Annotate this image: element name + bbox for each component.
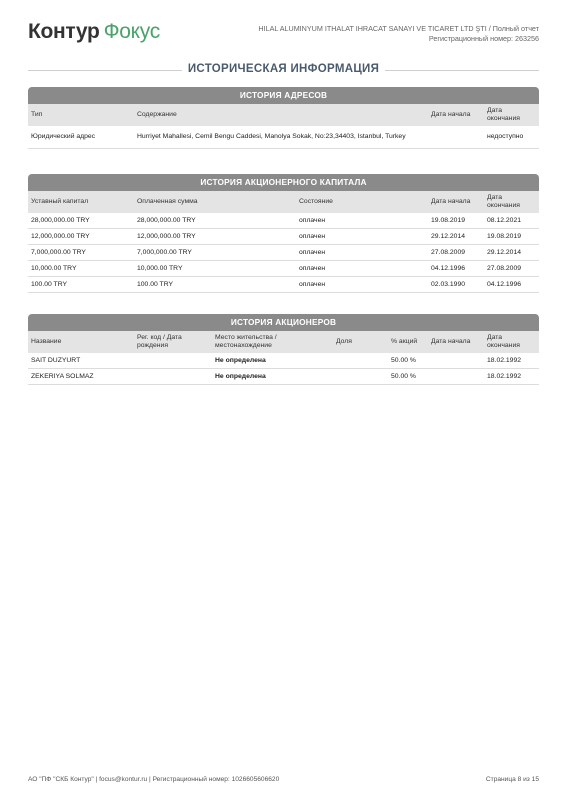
cell-end-date: 04.12.1996 [487,280,522,288]
company-line: HILAL ALUMINYUM ITHALAT IHRACAT SANAYI VE TICARET LTD ŞTI / Полный отчет [258,24,539,33]
col-content: Содержание [137,111,177,118]
cell-authorized-capital: 10,000.00 TRY [31,264,77,272]
col-name: Название [31,338,62,345]
shareholder-history-title: ИСТОРИЯ АКЦИОНЕРОВ [28,314,539,331]
cell-paid-amount: 12,000,000.00 TRY [137,232,196,240]
cell-content: Hurriyet Mahallesi, Cemil Bengu Caddesi, Manolya Sokak, No:23,34403, Istanbul, Turkey [137,133,406,140]
table-row [28,261,539,277]
cell-end-date: 08.12.2021 [487,216,522,224]
col-percent: % акций [391,338,418,345]
footer-info: АО "ПФ "СКБ Контур" | focus@kontur.ru | Регистрационный номер: 1026605606620 [28,776,280,783]
col-location: Место жительства / местонахождение [215,334,277,349]
logo-fokus: Фокус [103,20,160,43]
report-header-info [258,24,539,44]
cell-location: Не определена [215,372,266,380]
table-header [28,331,539,353]
col-end-date: Дата окончания [487,107,520,122]
table-row [28,369,539,385]
col-start-date: Дата начала [431,338,471,345]
cell-type: Юридический адрес [31,133,96,140]
table-header [28,104,539,126]
cell-location: Не определена [215,356,266,364]
col-status: Состояние [299,198,333,205]
shareholder-rows [28,353,539,385]
cell-paid-amount: 7,000,000.00 TRY [137,248,192,256]
col-type: Тип [31,111,43,118]
cell-authorized-capital: 100.00 TRY [31,280,68,288]
cell-status: оплачен [299,280,326,288]
cell-percent: 50.00 % [391,356,416,364]
cell-status: оплачен [299,264,326,272]
table-row [28,245,539,261]
cell-name: ZEKERIYA SOLMAZ [31,372,94,380]
cell-start-date: 27.08.2009 [431,248,466,256]
cell-authorized-capital: 7,000,000.00 TRY [31,248,86,256]
cell-end-date: 18.02.1992 [487,356,522,364]
table-row [28,277,539,293]
logo [28,20,160,44]
cell-end-date: 19.08.2019 [487,232,522,240]
cell-paid-amount: 10,000.00 TRY [137,264,183,272]
table-row [28,126,539,149]
capital-history-title: ИСТОРИЯ АКЦИОНЕРНОГО КАПИТАЛА [28,174,539,191]
col-end-date: Дата окончания [487,334,520,349]
col-share: Доля [336,338,352,345]
col-start-date: Дата начала [431,111,471,118]
page-number: Страница 8 из 15 [485,776,539,783]
cell-percent: 50.00 % [391,372,416,380]
col-paid-amount: Оплаченная сумма [137,198,198,205]
col-reg-code: Рег. код / Дата рождения [137,334,182,349]
table-row [28,353,539,369]
col-authorized-capital: Уставный капитал [31,198,89,205]
cell-end-date: недоступно [487,133,524,140]
logo-kontur: Контур [28,20,100,43]
cell-authorized-capital: 12,000,000.00 TRY [31,232,90,240]
address-history-table [28,87,539,149]
cell-paid-amount: 100.00 TRY [137,280,174,288]
cell-status: оплачен [299,216,326,224]
capital-rows [28,213,539,293]
cell-start-date: 04.12.1996 [431,264,466,272]
cell-start-date: 19.08.2019 [431,216,466,224]
cell-paid-amount: 28,000,000.00 TRY [137,216,196,224]
cell-end-date: 27.08.2009 [487,264,522,272]
cell-end-date: 18.02.1992 [487,372,522,380]
cell-start-date: 29.12.2014 [431,232,466,240]
capital-history-table [28,174,539,293]
table-row [28,213,539,229]
address-history-title: ИСТОРИЯ АДРЕСОВ [28,87,539,104]
registration-line: Регистрационный номер: 263256 [428,34,539,43]
cell-status: оплачен [299,248,326,256]
table-row [28,229,539,245]
section-title [28,63,539,77]
cell-end-date: 29.12.2014 [487,248,522,256]
cell-status: оплачен [299,232,326,240]
shareholder-history-table [28,314,539,385]
cell-start-date: 02.03.1990 [431,280,466,288]
cell-name: SAIT DUZYURT [31,356,81,364]
col-end-date: Дата окончания [487,194,520,209]
cell-authorized-capital: 28,000,000.00 TRY [31,216,90,224]
col-start-date: Дата начала [431,198,471,205]
table-header [28,191,539,213]
section-title-text: ИСТОРИЧЕСКАЯ ИНФОРМАЦИЯ [187,63,380,75]
